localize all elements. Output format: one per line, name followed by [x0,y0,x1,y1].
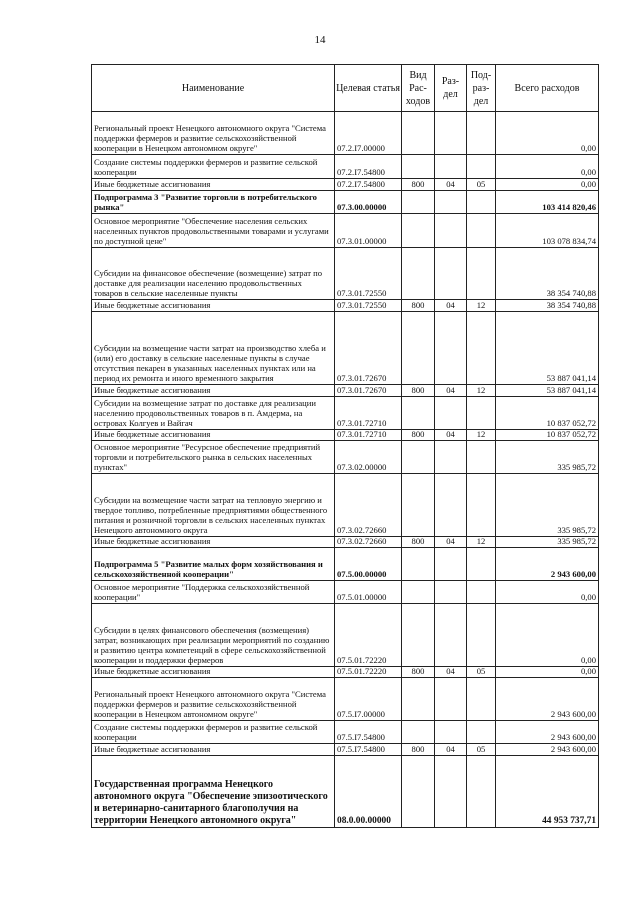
header-name: Наименование [92,65,335,112]
row-total: 53 887 041,14 [496,385,599,397]
row-expense-type [402,312,435,385]
table-row [92,537,599,548]
table-row [92,214,599,248]
row-section [435,756,467,828]
row-total: 335 985,72 [496,441,599,474]
table-row [92,312,599,385]
table-row [92,604,599,667]
row-target-code: 07.2.I7.00000 [335,112,402,155]
row-subsection [467,248,496,300]
row-subsection [467,214,496,248]
row-name: Иные бюджетные ассигнования [92,300,335,312]
row-subsection: 05 [467,667,496,678]
row-section [435,581,467,604]
row-subsection [467,721,496,744]
row-section [435,548,467,581]
row-section [435,474,467,537]
row-total: 103 414 820,46 [496,191,599,214]
row-subsection [467,112,496,155]
table-row [92,155,599,179]
table-row [92,581,599,604]
row-name: Субсидии на возмещение затрат по доставке для реализации населению продовольственных товаров в п. Амдерма, на островах Колгуев и Вайгач [92,397,335,430]
row-expense-type [402,604,435,667]
row-target-code: 07.3.01.00000 [335,214,402,248]
table-row [92,474,599,537]
row-total: 0,00 [496,581,599,604]
table-body [92,112,599,828]
row-name: Иные бюджетные ассигнования [92,744,335,756]
row-target-code: 07.5.I7.00000 [335,678,402,721]
row-subsection [467,581,496,604]
row-section: 04 [435,667,467,678]
row-name: Региональный проект Ненецкого автономного округа "Система поддержки фермеров и развитие сельскохозяйственной кооперации в Ненецком автономном округе" [92,678,335,721]
row-name: Основное мероприятие "Поддержка сельскохозяйственной кооперации" [92,581,335,604]
row-section [435,214,467,248]
row-section [435,604,467,667]
row-section [435,397,467,430]
table-row [92,385,599,397]
row-subsection: 05 [467,744,496,756]
row-name: Создание системы поддержки фермеров и развитие сельской кооперации [92,155,335,179]
table-row [92,678,599,721]
row-expense-type [402,721,435,744]
row-expense-type [402,191,435,214]
row-subsection [467,441,496,474]
page-number: 14 [314,34,326,46]
row-subsection [467,678,496,721]
row-total: 0,00 [496,112,599,155]
table-row [92,441,599,474]
row-section: 04 [435,537,467,548]
header-podrazdel: Под-раз-дел [467,65,496,112]
row-expense-type [402,397,435,430]
table-row [92,191,599,214]
row-name: Региональный проект Ненецкого автономного округа "Система поддержки фермеров и развитие сельскохозяйственной кооперации в Ненецком автономном округе" [92,112,335,155]
row-subsection: 12 [467,537,496,548]
row-expense-type: 800 [402,300,435,312]
row-total: 2 943 600,00 [496,721,599,744]
row-section: 04 [435,179,467,191]
row-name: Подпрограмма 3 "Развитие торговли в потребительского рынка" [92,191,335,214]
row-target-code: 07.3.02.72660 [335,537,402,548]
row-total: 0,00 [496,179,599,191]
row-target-code: 07.5.01.00000 [335,581,402,604]
row-name: Государственная программа Ненецкого автономного округа "Обеспечение эпизоотического и ветеринарно-санитарного благополучия на территории Ненецкого автономного округа" [92,756,335,828]
row-section: 04 [435,385,467,397]
row-total: 0,00 [496,667,599,678]
row-name: Субсидии на возмещение части затрат на тепловую энергию и твердое топливо, потребленные предприятиями общественного питания и розничной торговли в сельских населенных пунктах Ненецкого автономного округа [92,474,335,537]
row-name: Создание системы поддержки фермеров и развитие сельской кооперации [92,721,335,744]
row-expense-type [402,548,435,581]
row-total: 335 985,72 [496,474,599,537]
row-total: 2 943 600,00 [496,678,599,721]
row-total: 0,00 [496,604,599,667]
row-total: 38 354 740,88 [496,300,599,312]
row-subsection [467,191,496,214]
row-target-code: 07.3.01.72670 [335,312,402,385]
row-target-code: 07.5.01.72220 [335,667,402,678]
row-target-code: 07.3.02.72660 [335,474,402,537]
table-row [92,548,599,581]
row-subsection [467,756,496,828]
row-subsection: 12 [467,385,496,397]
row-expense-type [402,678,435,721]
row-target-code: 07.2.I7.54800 [335,179,402,191]
header-code: Целевая статья [335,65,402,112]
table-row [92,300,599,312]
row-subsection [467,155,496,179]
row-target-code: 07.5.00.00000 [335,548,402,581]
row-expense-type: 800 [402,537,435,548]
table-header-row [92,65,599,112]
row-target-code: 07.3.01.72710 [335,397,402,430]
row-subsection: 05 [467,179,496,191]
row-target-code: 07.3.01.72550 [335,248,402,300]
row-total: 44 953 737,71 [496,756,599,828]
row-subsection: 12 [467,300,496,312]
row-expense-type [402,474,435,537]
row-total: 335 985,72 [496,537,599,548]
row-section [435,248,467,300]
row-name: Иные бюджетные ассигнования [92,537,335,548]
row-name: Иные бюджетные ассигнования [92,430,335,441]
row-expense-type [402,581,435,604]
row-expense-type [402,248,435,300]
row-expense-type [402,112,435,155]
row-expense-type: 800 [402,667,435,678]
row-expense-type: 800 [402,385,435,397]
row-name: Субсидии на возмещение части затрат на производство хлеба и (или) его доставку в сельские населенные пункты в случае отсутствия пекарен в указанных населенных пунктах или на период их ремонта и иного временного закрытия [92,312,335,385]
row-name: Основное мероприятие "Обеспечение населения сельских населенных пунктов продовольственными товарами и услугами по доступной цене" [92,214,335,248]
row-target-code: 07.5.I7.54800 [335,721,402,744]
row-target-code: 07.3.00.00000 [335,191,402,214]
row-name: Иные бюджетные ассигнования [92,385,335,397]
row-section [435,678,467,721]
row-expense-type [402,756,435,828]
row-target-code: 07.3.01.72550 [335,300,402,312]
row-expense-type: 800 [402,179,435,191]
table-row [92,397,599,430]
table-row [92,248,599,300]
row-total: 10 837 052,72 [496,430,599,441]
row-expense-type [402,441,435,474]
row-name: Субсидии в целях финансового обеспечения (возмещения) затрат, возникающих при реализации мероприятий по созданию и развитию центра компетенций в сфере сельскохозяйственной кооперации и поддержки фермеров [92,604,335,667]
row-expense-type [402,214,435,248]
table-row [92,667,599,678]
row-target-code: 07.5.01.72220 [335,604,402,667]
row-total: 53 887 041,14 [496,312,599,385]
row-total: 103 078 834,74 [496,214,599,248]
row-target-code: 07.3.01.72670 [335,385,402,397]
row-section [435,191,467,214]
row-total: 0,00 [496,155,599,179]
row-section [435,721,467,744]
row-section: 04 [435,300,467,312]
row-target-code: 07.3.02.00000 [335,441,402,474]
row-name: Основное мероприятие "Ресурсное обеспечение предприятий торговли и потребительского рынка в сельских населенных пунктах" [92,441,335,474]
row-expense-type: 800 [402,430,435,441]
table-row [92,179,599,191]
row-total: 2 943 600,00 [496,548,599,581]
row-name: Иные бюджетные ассигнования [92,179,335,191]
header-total: Всего расходов [496,65,599,112]
table-row [92,112,599,155]
row-target-code: 08.0.00.00000 [335,756,402,828]
row-subsection [467,604,496,667]
table-row [92,430,599,441]
header-razdel: Раз-дел [435,65,467,112]
row-subsection [467,397,496,430]
table-row [92,744,599,756]
row-section: 04 [435,744,467,756]
row-name: Иные бюджетные ассигнования [92,667,335,678]
row-name: Субсидии на финансовое обеспечение (возмещение) затрат по доставке для реализации населению продовольственных товаров в сельские населенные пункты [92,248,335,300]
row-section [435,112,467,155]
row-subsection [467,548,496,581]
row-total: 38 354 740,88 [496,248,599,300]
row-total: 10 837 052,72 [496,397,599,430]
row-expense-type: 800 [402,744,435,756]
row-target-code: 07.3.01.72710 [335,430,402,441]
row-expense-type [402,155,435,179]
budget-table [91,64,599,828]
header-vid: Вид Рас-ходов [402,65,435,112]
row-section [435,155,467,179]
row-target-code: 07.2.I7.54800 [335,155,402,179]
row-subsection [467,312,496,385]
row-target-code: 07.5.I7.54800 [335,744,402,756]
table-row [92,756,599,828]
row-total: 2 943 600,00 [496,744,599,756]
row-section [435,312,467,385]
row-section [435,441,467,474]
row-section: 04 [435,430,467,441]
table-row [92,721,599,744]
row-name: Подпрограмма 5 "Развитие малых форм хозяйствования и сельскохозяйственной кооперации" [92,548,335,581]
row-subsection: 12 [467,430,496,441]
row-subsection [467,474,496,537]
